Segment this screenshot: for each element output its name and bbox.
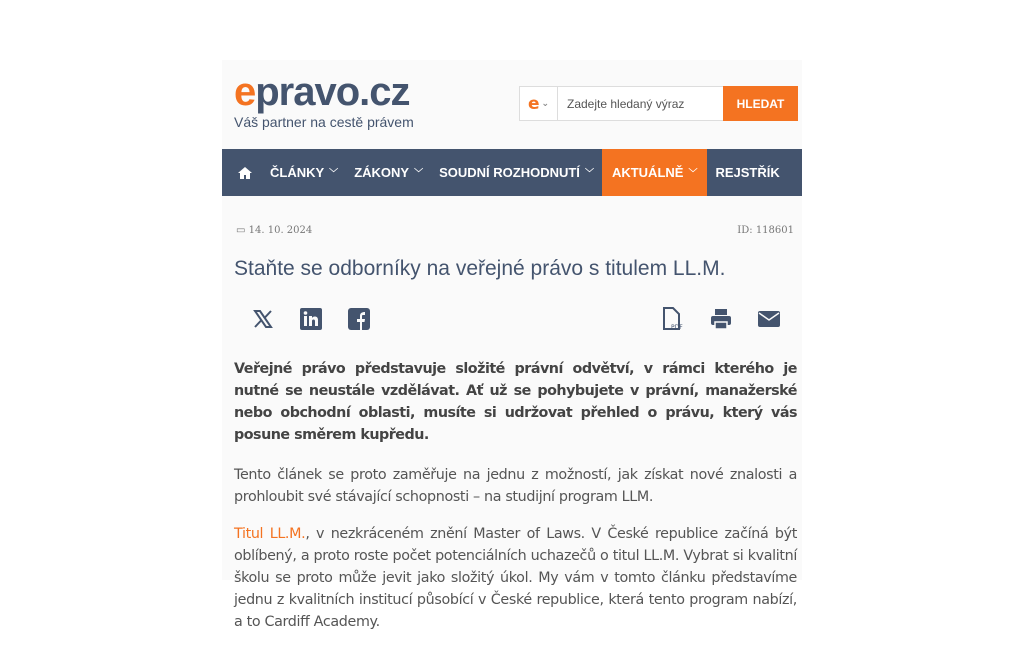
chevron-down-icon: ﹀ [329, 168, 339, 178]
main-nav [222, 149, 802, 196]
scope-label: e [527, 93, 540, 114]
article-title: Staňte se odborníky na veřejné právo s titulem LL.M. [234, 257, 726, 280]
logo-e: e [234, 70, 256, 114]
x-twitter-icon[interactable] [252, 308, 274, 330]
nav-rejstrik[interactable]: REJSTŘÍK [715, 165, 780, 180]
home-icon[interactable] [222, 149, 262, 196]
article-body [234, 358, 797, 648]
page [222, 60, 802, 630]
chevron-down-icon: ⌄ [541, 98, 550, 109]
linkedin-icon[interactable] [300, 308, 322, 330]
article-id: ID: 118601 [737, 225, 794, 236]
article-lead: Veřejné právo představuje složité právní odvětví, v rámci kterého je nutné se neustále vzdělávat. Ať už se pohybujete v právní, manažerské nebo obchodní oblasti, musíte si udržovat přehled o právu, který vás posune směrem kupředu. [234, 361, 797, 443]
search-bar [519, 86, 798, 121]
nav-zakony[interactable]: ZÁKONY ﹀ [354, 165, 424, 180]
article-paragraph: Titul LL.M., v nezkráceném znění Master of Laws. V České republice začíná být oblíbený, a proto roste počet potenciálních uchazečů o titul LL.M. Vybrat si kvalitní školu se proto může jevit jako složitý úkol. My vám v tomto článku představíme jednu z kvalitních institucí působící v České republice, která tento program nabízí, a to Cardiff Academy. [234, 526, 797, 630]
email-icon[interactable] [758, 308, 780, 330]
tagline: Váš partner na cestě právem [234, 114, 414, 130]
search-scope-select[interactable] [520, 87, 558, 120]
print-icon[interactable] [710, 308, 732, 330]
article-date: 14. 10. 2024 [248, 225, 313, 236]
search-button[interactable]: HLEDAT [723, 86, 798, 121]
facebook-icon[interactable] [348, 308, 370, 330]
nav-clanky[interactable]: ČLÁNKY ﹀ [270, 165, 339, 180]
nav-aktualne[interactable]: AKTUÁLNĚ ﹀ [602, 149, 708, 196]
llm-link[interactable]: Titul LL.M. [234, 526, 306, 542]
search-input[interactable] [558, 87, 723, 120]
pdf-icon[interactable] [662, 308, 684, 330]
calendar-icon: ▭ [236, 225, 246, 236]
nav-soudni-rozhodnuti[interactable]: SOUDNÍ ROZHODNUTÍ ﹀ [439, 165, 594, 180]
article-paragraph: Tento článek se proto zaměřuje na jednu z možností, jak získat nové znalosti a prohloubit své stávající schopnosti – na studijní program LLM. [234, 467, 797, 505]
article-tools [662, 308, 780, 330]
chevron-down-icon: ﹀ [414, 168, 424, 178]
share-buttons [252, 308, 370, 330]
logo-text: pravo.cz [255, 70, 410, 114]
chevron-down-icon: ﹀ [688, 168, 698, 178]
svg-text:PDF: PDF [671, 324, 683, 331]
article-meta [236, 225, 794, 236]
chevron-down-icon: ﹀ [584, 168, 594, 178]
logo[interactable] [234, 72, 414, 130]
